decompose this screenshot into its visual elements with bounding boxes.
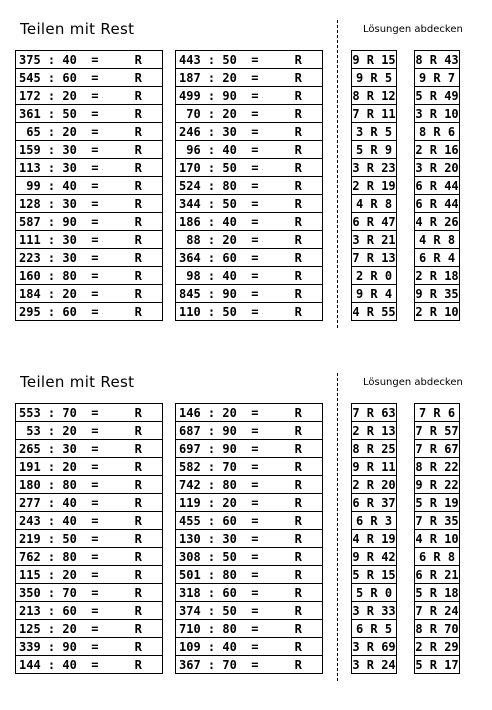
task-row bbox=[176, 620, 323, 638]
task-row bbox=[16, 249, 163, 267]
solution-row bbox=[415, 69, 460, 87]
task-cell: 344 : 50 = R bbox=[176, 195, 323, 213]
solution-table-right bbox=[414, 50, 460, 321]
task-row bbox=[16, 656, 163, 674]
task-cell: 146 : 20 = R bbox=[176, 404, 323, 422]
task-row bbox=[16, 87, 163, 105]
solution-cell: 5 R 19 bbox=[415, 495, 459, 510]
task-cell: 582 : 70 = R bbox=[176, 458, 323, 476]
task-row bbox=[176, 602, 323, 620]
solution-cell: 8 R 22 bbox=[415, 459, 459, 474]
solution-cell: 7 R 11 bbox=[352, 106, 396, 121]
task-row bbox=[176, 476, 323, 494]
task-row bbox=[176, 159, 323, 177]
solution-cell: 7 R 6 bbox=[415, 404, 460, 422]
solution-cell: 6 R 8 bbox=[415, 548, 460, 566]
task-row bbox=[16, 105, 163, 123]
task-row bbox=[176, 195, 323, 213]
solution-row bbox=[352, 638, 397, 656]
solution-row bbox=[352, 87, 397, 105]
solution-cell: 6 R 3 bbox=[352, 512, 397, 530]
task-cell: 350 : 70 = R bbox=[16, 584, 163, 602]
task-cell: 443 : 50 = R bbox=[176, 51, 323, 69]
solution-cell: 5 R 18 bbox=[415, 585, 459, 600]
task-cell: 243 : 40 = R bbox=[16, 512, 163, 530]
solution-row bbox=[415, 267, 460, 285]
task-cell: 710 : 80 = R bbox=[176, 620, 323, 638]
solution-cell: 6 R 37 bbox=[352, 495, 396, 510]
task-row bbox=[16, 141, 163, 159]
solution-row bbox=[352, 404, 397, 422]
worksheet-1 bbox=[0, 0, 492, 330]
solution-cell: 3 R 21 bbox=[352, 232, 396, 247]
task-row bbox=[16, 195, 163, 213]
solution-cell: 4 R 8 bbox=[352, 195, 397, 213]
task-cell: 184 : 20 = R bbox=[16, 285, 163, 303]
task-cell: 223 : 30 = R bbox=[16, 249, 163, 267]
task-cell: 318 : 60 = R bbox=[176, 584, 323, 602]
solution-cell: 9 R 35 bbox=[415, 286, 459, 301]
solution-row bbox=[352, 476, 397, 494]
task-cell: 361 : 50 = R bbox=[16, 105, 163, 123]
task-cell: 109 : 40 = R bbox=[176, 638, 323, 656]
solution-cell: 2 R 20 bbox=[352, 477, 396, 492]
solution-cell: 2 R 10 bbox=[415, 304, 459, 319]
task-cell: 687 : 90 = R bbox=[176, 422, 323, 440]
solution-cell: 9 R 11 bbox=[352, 459, 396, 474]
task-cell: 191 : 20 = R bbox=[16, 458, 163, 476]
solution-row bbox=[415, 404, 460, 422]
solution-row bbox=[352, 440, 397, 458]
solution-row bbox=[352, 584, 397, 602]
task-row bbox=[16, 458, 163, 476]
task-row bbox=[16, 602, 163, 620]
solution-row bbox=[352, 195, 397, 213]
solution-cell: 7 R 63 bbox=[352, 405, 396, 420]
task-row bbox=[16, 69, 163, 87]
solution-row bbox=[415, 656, 460, 674]
solution-row bbox=[415, 303, 460, 321]
solution-row bbox=[415, 620, 460, 638]
task-row bbox=[176, 87, 323, 105]
task-cell: 553 : 70 = R bbox=[16, 404, 163, 422]
solution-cell: 5 R 49 bbox=[415, 88, 459, 103]
task-row bbox=[16, 584, 163, 602]
task-table-left bbox=[15, 403, 163, 674]
task-row bbox=[16, 51, 163, 69]
task-row bbox=[176, 141, 323, 159]
task-row bbox=[16, 494, 163, 512]
task-cell: 159 : 30 = R bbox=[16, 141, 163, 159]
solution-row bbox=[352, 159, 397, 177]
solution-cell: 4 R 55 bbox=[352, 304, 396, 319]
solution-row bbox=[415, 494, 460, 512]
task-row bbox=[16, 548, 163, 566]
task-cell: 172 : 20 = R bbox=[16, 87, 163, 105]
task-cell: 367 : 70 = R bbox=[176, 656, 323, 674]
task-cell: 375 : 40 = R bbox=[16, 51, 163, 69]
task-row bbox=[176, 494, 323, 512]
task-row bbox=[16, 530, 163, 548]
task-row bbox=[176, 566, 323, 584]
task-row bbox=[176, 285, 323, 303]
solution-row bbox=[352, 656, 397, 674]
task-cell: 96 : 40 = R bbox=[176, 141, 323, 159]
task-row bbox=[176, 584, 323, 602]
solution-row bbox=[415, 422, 460, 440]
task-table-right bbox=[175, 403, 323, 674]
task-cell: 697 : 90 = R bbox=[176, 440, 323, 458]
task-cell: 88 : 20 = R bbox=[176, 231, 323, 249]
solution-cell: 4 R 26 bbox=[415, 214, 459, 229]
task-row bbox=[16, 566, 163, 584]
solution-row bbox=[415, 530, 460, 548]
worksheet-2 bbox=[0, 353, 492, 683]
task-row bbox=[16, 303, 163, 321]
task-cell: 113 : 30 = R bbox=[16, 159, 163, 177]
task-table-left bbox=[15, 50, 163, 321]
solution-cell: 8 R 6 bbox=[415, 123, 460, 141]
task-cell: 53 : 20 = R bbox=[16, 422, 163, 440]
task-cell: 587 : 90 = R bbox=[16, 213, 163, 231]
solution-row bbox=[352, 177, 397, 195]
task-cell: 111 : 30 = R bbox=[16, 231, 163, 249]
solution-row bbox=[415, 141, 460, 159]
task-cell: 99 : 40 = R bbox=[16, 177, 163, 195]
solution-cell: 2 R 16 bbox=[415, 142, 459, 157]
task-row bbox=[16, 512, 163, 530]
solution-row bbox=[352, 105, 397, 123]
task-row bbox=[176, 638, 323, 656]
solution-cell: 3 R 5 bbox=[352, 123, 397, 141]
solution-cell: 3 R 33 bbox=[352, 603, 396, 618]
solution-cell: 5 R 9 bbox=[352, 141, 397, 159]
cover-solutions-label: Lösungen abdecken bbox=[363, 24, 463, 35]
fold-line bbox=[337, 20, 338, 328]
task-cell: 98 : 40 = R bbox=[176, 267, 323, 285]
solution-row bbox=[415, 440, 460, 458]
solution-row bbox=[415, 566, 460, 584]
task-row bbox=[176, 213, 323, 231]
task-cell: 144 : 40 = R bbox=[16, 656, 163, 674]
solution-row bbox=[415, 249, 460, 267]
task-row bbox=[16, 285, 163, 303]
task-row bbox=[16, 620, 163, 638]
task-cell: 295 : 60 = R bbox=[16, 303, 163, 321]
solution-row bbox=[415, 231, 460, 249]
solution-row bbox=[352, 69, 397, 87]
task-cell: 246 : 30 = R bbox=[176, 123, 323, 141]
solution-row bbox=[352, 602, 397, 620]
solution-cell: 6 R 44 bbox=[415, 196, 459, 211]
task-row bbox=[16, 123, 163, 141]
solution-cell: 6 R 5 bbox=[352, 620, 397, 638]
task-cell: 125 : 20 = R bbox=[16, 620, 163, 638]
solution-cell: 2 R 0 bbox=[352, 267, 397, 285]
task-row bbox=[16, 404, 163, 422]
solution-cell: 7 R 57 bbox=[415, 423, 459, 438]
solution-cell: 2 R 19 bbox=[352, 178, 396, 193]
solution-cell: 2 R 29 bbox=[415, 639, 459, 654]
solution-row bbox=[352, 249, 397, 267]
solution-row bbox=[415, 638, 460, 656]
solution-cell: 9 R 42 bbox=[352, 549, 396, 564]
task-cell: 160 : 80 = R bbox=[16, 267, 163, 285]
solution-row bbox=[352, 458, 397, 476]
solution-row bbox=[415, 213, 460, 231]
solution-cell: 6 R 44 bbox=[415, 178, 459, 193]
solution-cell: 4 R 8 bbox=[415, 231, 460, 249]
solution-row bbox=[415, 177, 460, 195]
task-cell: 374 : 50 = R bbox=[176, 602, 323, 620]
solution-row bbox=[352, 512, 397, 530]
solution-cell: 8 R 12 bbox=[352, 88, 396, 103]
task-cell: 277 : 40 = R bbox=[16, 494, 163, 512]
task-cell: 845 : 90 = R bbox=[176, 285, 323, 303]
task-cell: 762 : 80 = R bbox=[16, 548, 163, 566]
solution-cell: 9 R 4 bbox=[352, 285, 397, 303]
solution-cell: 4 R 10 bbox=[415, 531, 459, 546]
task-row bbox=[176, 51, 323, 69]
task-row bbox=[176, 512, 323, 530]
solution-row bbox=[415, 285, 460, 303]
solution-row bbox=[352, 620, 397, 638]
task-row bbox=[176, 458, 323, 476]
solution-cell: 5 R 15 bbox=[352, 567, 396, 582]
task-cell: 742 : 80 = R bbox=[176, 476, 323, 494]
task-row bbox=[16, 422, 163, 440]
solution-row bbox=[352, 231, 397, 249]
task-row bbox=[176, 530, 323, 548]
solution-row bbox=[352, 566, 397, 584]
task-cell: 186 : 40 = R bbox=[176, 213, 323, 231]
solution-row bbox=[415, 584, 460, 602]
task-row bbox=[16, 177, 163, 195]
worksheet-title: Teilen mit Rest bbox=[20, 20, 135, 38]
task-row bbox=[16, 440, 163, 458]
task-row bbox=[176, 105, 323, 123]
task-row bbox=[16, 267, 163, 285]
solution-cell: 5 R 0 bbox=[352, 584, 397, 602]
task-row bbox=[16, 231, 163, 249]
solution-cell: 4 R 19 bbox=[352, 531, 396, 546]
task-cell: 170 : 50 = R bbox=[176, 159, 323, 177]
task-cell: 455 : 60 = R bbox=[176, 512, 323, 530]
solution-row bbox=[415, 195, 460, 213]
task-cell: 501 : 80 = R bbox=[176, 566, 323, 584]
solution-cell: 6 R 4 bbox=[415, 249, 460, 267]
solution-row bbox=[352, 123, 397, 141]
solution-cell: 7 R 35 bbox=[415, 513, 459, 528]
solution-row bbox=[415, 105, 460, 123]
task-cell: 213 : 60 = R bbox=[16, 602, 163, 620]
task-cell: 180 : 80 = R bbox=[16, 476, 163, 494]
solution-row bbox=[352, 285, 397, 303]
task-cell: 364 : 60 = R bbox=[176, 249, 323, 267]
solution-cell: 2 R 13 bbox=[352, 423, 396, 438]
task-row bbox=[176, 69, 323, 87]
task-row bbox=[16, 476, 163, 494]
task-cell: 187 : 20 = R bbox=[176, 69, 323, 87]
task-cell: 499 : 90 = R bbox=[176, 87, 323, 105]
solution-row bbox=[352, 548, 397, 566]
solution-cell: 6 R 21 bbox=[415, 567, 459, 582]
task-table-right bbox=[175, 50, 323, 321]
solution-cell: 3 R 69 bbox=[352, 639, 396, 654]
solution-cell: 9 R 22 bbox=[415, 477, 459, 492]
task-cell: 115 : 20 = R bbox=[16, 566, 163, 584]
solution-row bbox=[352, 141, 397, 159]
task-row bbox=[16, 638, 163, 656]
solution-cell: 5 R 17 bbox=[415, 657, 459, 672]
task-row bbox=[176, 422, 323, 440]
solution-row bbox=[415, 512, 460, 530]
solution-row bbox=[415, 602, 460, 620]
task-cell: 119 : 20 = R bbox=[176, 494, 323, 512]
solution-row bbox=[415, 87, 460, 105]
solution-cell: 8 R 70 bbox=[415, 621, 459, 636]
solution-cell: 9 R 7 bbox=[415, 69, 460, 87]
task-cell: 110 : 50 = R bbox=[176, 303, 323, 321]
solution-cell: 9 R 15 bbox=[352, 52, 396, 67]
solution-cell: 3 R 20 bbox=[415, 160, 459, 175]
solution-cell: 7 R 24 bbox=[415, 603, 459, 618]
solution-row bbox=[415, 476, 460, 494]
solution-row bbox=[352, 213, 397, 231]
task-row bbox=[176, 548, 323, 566]
fold-line bbox=[337, 373, 338, 681]
solution-cell: 3 R 24 bbox=[352, 657, 396, 672]
task-cell: 128 : 30 = R bbox=[16, 195, 163, 213]
solution-row bbox=[415, 548, 460, 566]
task-row bbox=[176, 177, 323, 195]
solution-row bbox=[415, 159, 460, 177]
task-row bbox=[176, 656, 323, 674]
solution-cell: 7 R 13 bbox=[352, 250, 396, 265]
task-row bbox=[176, 440, 323, 458]
task-cell: 524 : 80 = R bbox=[176, 177, 323, 195]
task-cell: 265 : 30 = R bbox=[16, 440, 163, 458]
cover-solutions-label: Lösungen abdecken bbox=[363, 377, 463, 388]
task-row bbox=[176, 303, 323, 321]
task-cell: 545 : 60 = R bbox=[16, 69, 163, 87]
task-row bbox=[176, 267, 323, 285]
solution-row bbox=[415, 123, 460, 141]
solution-row bbox=[352, 530, 397, 548]
task-row bbox=[16, 159, 163, 177]
solution-cell: 3 R 23 bbox=[352, 160, 396, 175]
solution-row bbox=[415, 458, 460, 476]
solution-cell: 7 R 67 bbox=[415, 441, 459, 456]
task-row bbox=[176, 123, 323, 141]
task-cell: 130 : 30 = R bbox=[176, 530, 323, 548]
task-cell: 65 : 20 = R bbox=[16, 123, 163, 141]
solution-row bbox=[415, 51, 460, 69]
solution-table-right bbox=[414, 403, 460, 674]
solution-table-left bbox=[351, 50, 397, 321]
solution-cell: 3 R 10 bbox=[415, 106, 459, 121]
solution-cell: 9 R 5 bbox=[352, 69, 397, 87]
task-cell: 308 : 50 = R bbox=[176, 548, 323, 566]
solution-cell: 2 R 18 bbox=[415, 268, 459, 283]
solution-table-left bbox=[351, 403, 397, 674]
task-cell: 339 : 90 = R bbox=[16, 638, 163, 656]
solution-row bbox=[352, 494, 397, 512]
task-row bbox=[176, 231, 323, 249]
task-row bbox=[16, 213, 163, 231]
solution-cell: 8 R 25 bbox=[352, 441, 396, 456]
task-cell: 219 : 50 = R bbox=[16, 530, 163, 548]
solution-row bbox=[352, 422, 397, 440]
solution-row bbox=[352, 51, 397, 69]
solution-row bbox=[352, 303, 397, 321]
solution-cell: 8 R 43 bbox=[415, 52, 459, 67]
task-row bbox=[176, 249, 323, 267]
task-row bbox=[176, 404, 323, 422]
worksheet-title: Teilen mit Rest bbox=[20, 373, 135, 391]
solution-row bbox=[352, 267, 397, 285]
solution-cell: 6 R 47 bbox=[352, 214, 396, 229]
task-cell: 70 : 20 = R bbox=[176, 105, 323, 123]
